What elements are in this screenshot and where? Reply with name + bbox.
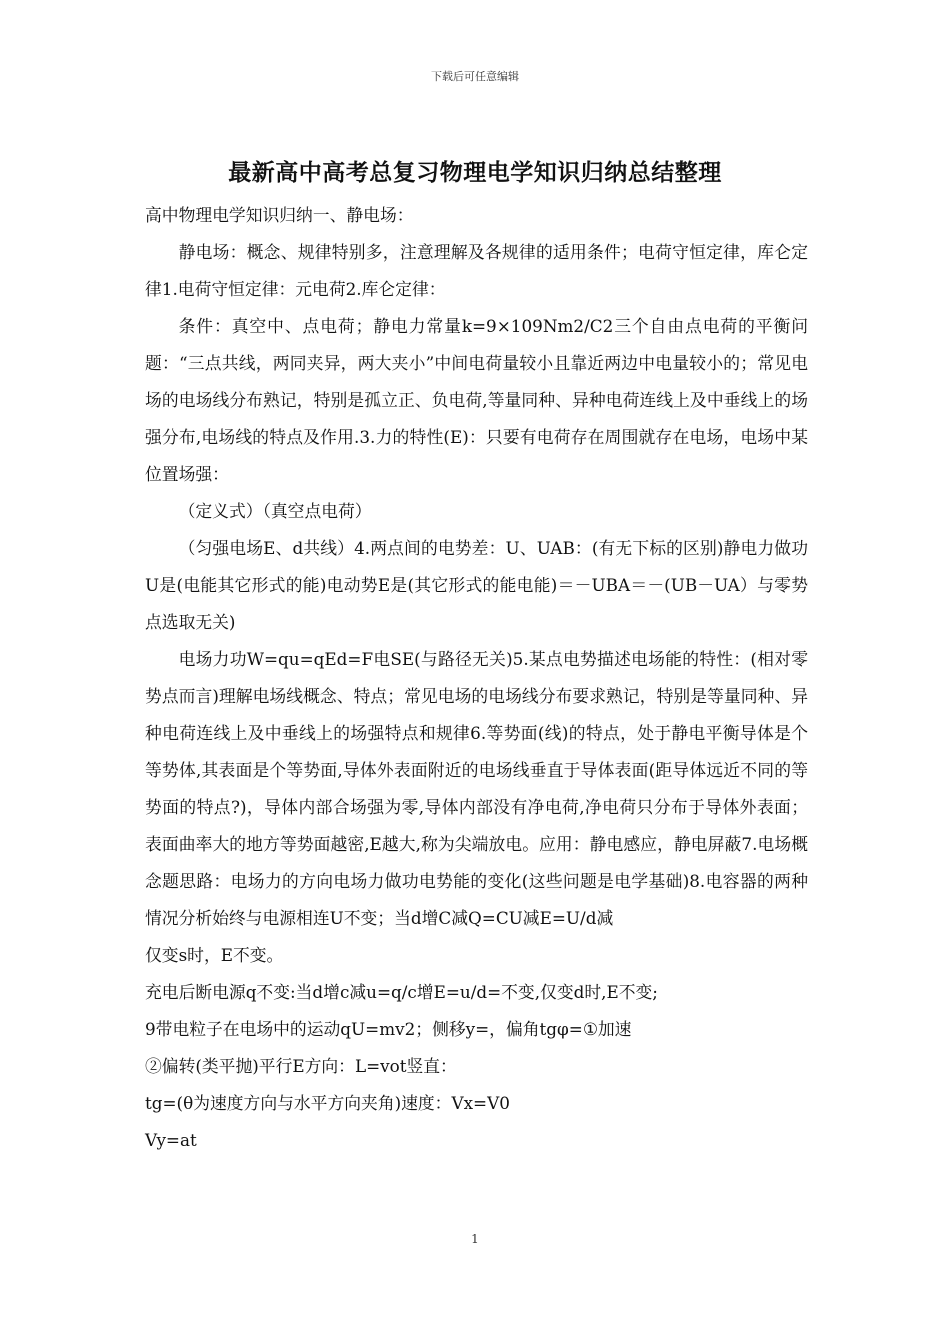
section-heading: 高中物理电学知识归纳一、静电场： [145, 205, 414, 225]
document-body [145, 197, 808, 1159]
paragraph: 充电后断电源q不变:当d增c减u=q/c增E=u/d=不变,仅变d时,E不变; [145, 982, 658, 1002]
paragraph: Vy=at [145, 1130, 197, 1150]
page-number: 1 [471, 1232, 479, 1246]
paragraph: tg=(θ为速度方向与水平方向夹角)速度：Vx=V0 [145, 1093, 510, 1113]
paragraph: 9带电粒子在电场中的运动qU=mv2；侧移y=，偏角tgφ=①加速 [145, 1019, 632, 1039]
paragraph: （匀强电场E、d共线）4.两点间的电势差：U、UAB：(有无下标的区别)静电力做功U是(电能其它形式的能)电动势E是(其它形式的能电能)＝－UBA＝－(UB－UA）与零势点选取无关) [145, 538, 808, 632]
paragraph: ②偏转(类平抛)平行E方向：L=vot竖直： [145, 1056, 457, 1076]
paragraph: （定义式）（真空点电荷） [178, 501, 372, 521]
paragraph: 条件：真空中、点电荷；静电力常量k=9×109Nm2/C2三个自由点电荷的平衡问题：“三点共线，两同夹异，两大夹小”中间电荷量较小且靠近两边中电量较小的；常见电场的电场线分布熟记，特别是孤立正、负电荷,等量同种、异种电荷连线上及中垂线上的场强分布,电场线的特点及作用.3.力的特性(E)：只要有电荷存在周围就存在电场，电场中某位置场强： [145, 316, 808, 484]
page-header: 下载后可任意编辑 [431, 70, 519, 83]
paragraph: 电场力功W=qu=qEd=F电SE(与路径无关)5.某点电势描述电场能的特性：(相对零势点而言)理解电场线概念、特点；常见电场的电场线分布要求熟记，特别是等量同种、异种电荷连线上及中垂线上的场强特点和规律6.等势面(线)的特点，处于静电平衡导体是个等势体,其表面是个等势面,导体外表面附近的电场线垂直于导体表面(距导体远近不同的等势面的特点?)，导体内部合场强为零,导体内部没有净电荷,净电荷只分布于导体外表面；表面曲率大的地方等势面越密,E越大,称为尖端放电。应用：静电感应，静电屏蔽7.电场概念题思路：电场力的方向电场力做功电势能的变化(这些问题是电学基础)8.电容器的两种情况分析始终与电源相连U不变；当d增C减Q=CU减E=U/d减 [145, 649, 808, 928]
document-title: 最新高中高考总复习物理电学知识归纳总结整理 [228, 160, 722, 186]
paragraph: 仅变s时，E不变。 [145, 945, 284, 965]
paragraph: 静电场：概念、规律特别多，注意理解及各规律的适用条件；电荷守恒定律，库仑定律1.电荷守恒定律：元电荷2.库仑定律： [145, 242, 808, 299]
